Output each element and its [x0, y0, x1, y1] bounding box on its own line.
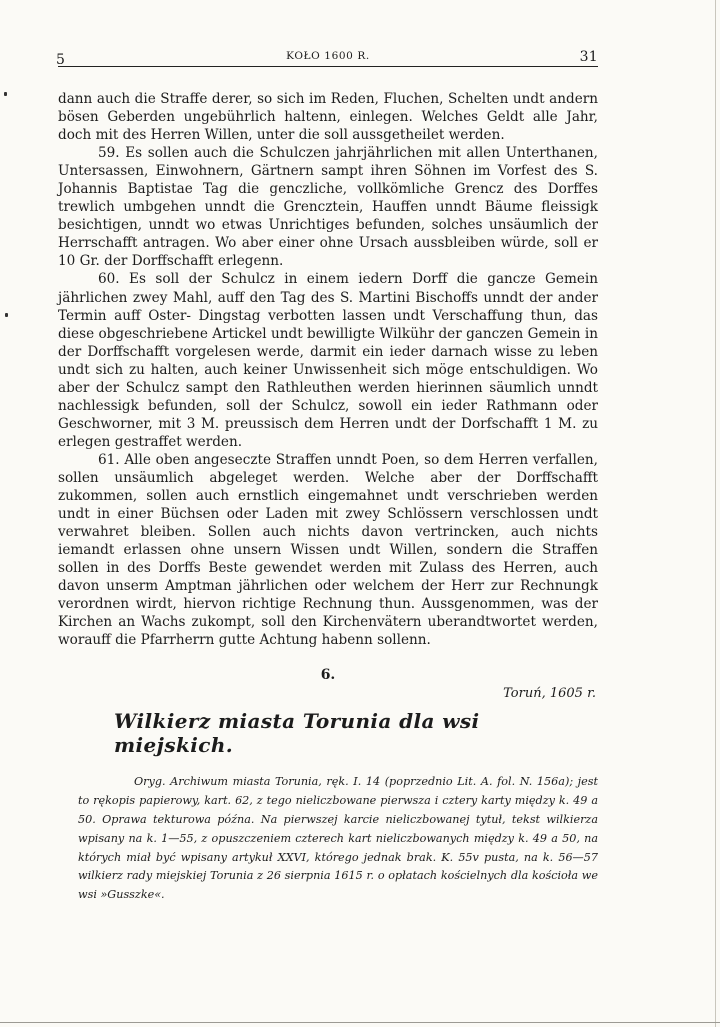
page: [58, 46, 598, 905]
signature-mark: 5: [56, 52, 66, 68]
page-edge-right: [715, 0, 716, 1027]
paragraph-continuation: dann auch die Straffe derer, so sich im Reden, Fluchen, Schelten undt andern bösen Geberden ungebührlich haltenn, einlegen. Welches Geldt alle Jahr, doch mit des Herren Willen, unter die soll aussgetheilet werden.: [58, 91, 598, 144]
page-edge-bottom: [0, 1022, 720, 1023]
page-number: 31: [579, 49, 598, 65]
paragraph-article-59: 59. Es sollen auch die Schulczen jahrjährlichen mit allen Unterthanen, Untersassen, Einwohnern, Gärtnern sampt ihren Söhnen im Vorfest des S. Johannis Baptistae Tag die genczliche, vollkömliche Grencz des Dorffes trewlich umbgehen unndt die Grencztein, Hauffen unndt Bäume fleissigk besichtigen, unndt wo etwas Unrichtiges befunden, solches unsäumlich der Herrschafft antragen. Wo aber einer ohne Ursach aussbleiben würde, soll er 10 Gr. der Dorffschafft erlegenn.: [58, 145, 598, 270]
source-note-text: Oryg. Archiwum miasta Torunia, ręk. I. 14 (poprzednio Lit. A. fol. N. 156a); jest to rękopis papierowy, kart. 62, z tego nieliczbowane pierwsza i cztery karty między k. 49 a 50. Oprawa tekturowa późna. Na pierwszej karcie nieliczbowanej tytuł, tekst wilkierza wpisany na k. 1—55, z opuszczeniem czterech kart nieliczbowanych między k. 49 a 50, na których miał być wpisany artykuł XXVI, którego jednak brak. K. 55v pusta, na k. 56—57 wilkierz rady miejskiej Torunia z 26 sierpnia 1615 r. o opłatach kościelnych dla kościoła we wsi »Gusszke«.: [78, 775, 598, 902]
main-text: [58, 90, 598, 649]
margin-speck: [5, 313, 8, 317]
paragraph-article-61: 61. Alle oben angeseczte Straffen unndt Poen, so dem Herren verfallen, sollen unsäumlich abgeleget werden. Welche aber der Dorffschafft zukommen, sollen auch ernstlich eingemahnet undt verschrieben werden undt in einer Büchsen oder Laden mit zwey Schlössern verschlossen undt verwahret bleiben. Sollen auch nichts davon vertrincken, auch nichts iemandt erlassen ohne unsern Wissen undt Willen, sondern die Straffen sollen in des Dorffs Beste gewendet werden mit Zulass des Herren, auch davon unserm Amptman jährlichen oder welchem der Herr zur Rechnungk verordnen wirdt, hiervon richtige Rechnung thun. Aussgenommen, was der Kirchen an Wachs zukompt, soll den Kirchenvätern uberandtwortet werden, worauff die Pfarrherrn gutte Achtung habenn sollenn.: [58, 451, 598, 649]
document-title: Wilkierz miasta Torunia dla wsi miejskich.: [114, 709, 480, 758]
paragraph-article-60: 60. Es soll der Schulcz in einem iedern Dorff die gancze Gemein jährlichen zwey Mahl, auff den Tag des S. Martini Bischoffs unndt der ander Termin auff Oster- Dingstag verbotten lassen undt Verschaffung thun, das diese obgeschriebene Artickel undt bewilligte Wilkühr der ganczen Gemein in der Dorffschafft vorgelesen werde, darmit ein ieder darnach wisse zu leben undt sich zu halten, auch keiner Unwissenheit sich möge entschuldigen. Wo aber der Schulcz sampt den Rathleuthen werden hierinnen säumlich unndt nachlessigk befunden, soll der Schulcz, sowoll ein ieder Rathmann oder Geschworner, mit 3 M. preussisch dem Herren undt der Dorfschafft 1 M. zu erlegen gestraffet werden.: [58, 271, 598, 450]
margin-speck: [4, 92, 7, 96]
document-number: 6.: [320, 667, 336, 684]
source-note: [78, 773, 598, 905]
place-date: Toruń, 1605 r.: [503, 686, 596, 702]
running-title: KOŁO 1600 R.: [286, 50, 370, 62]
running-header: [58, 46, 598, 67]
